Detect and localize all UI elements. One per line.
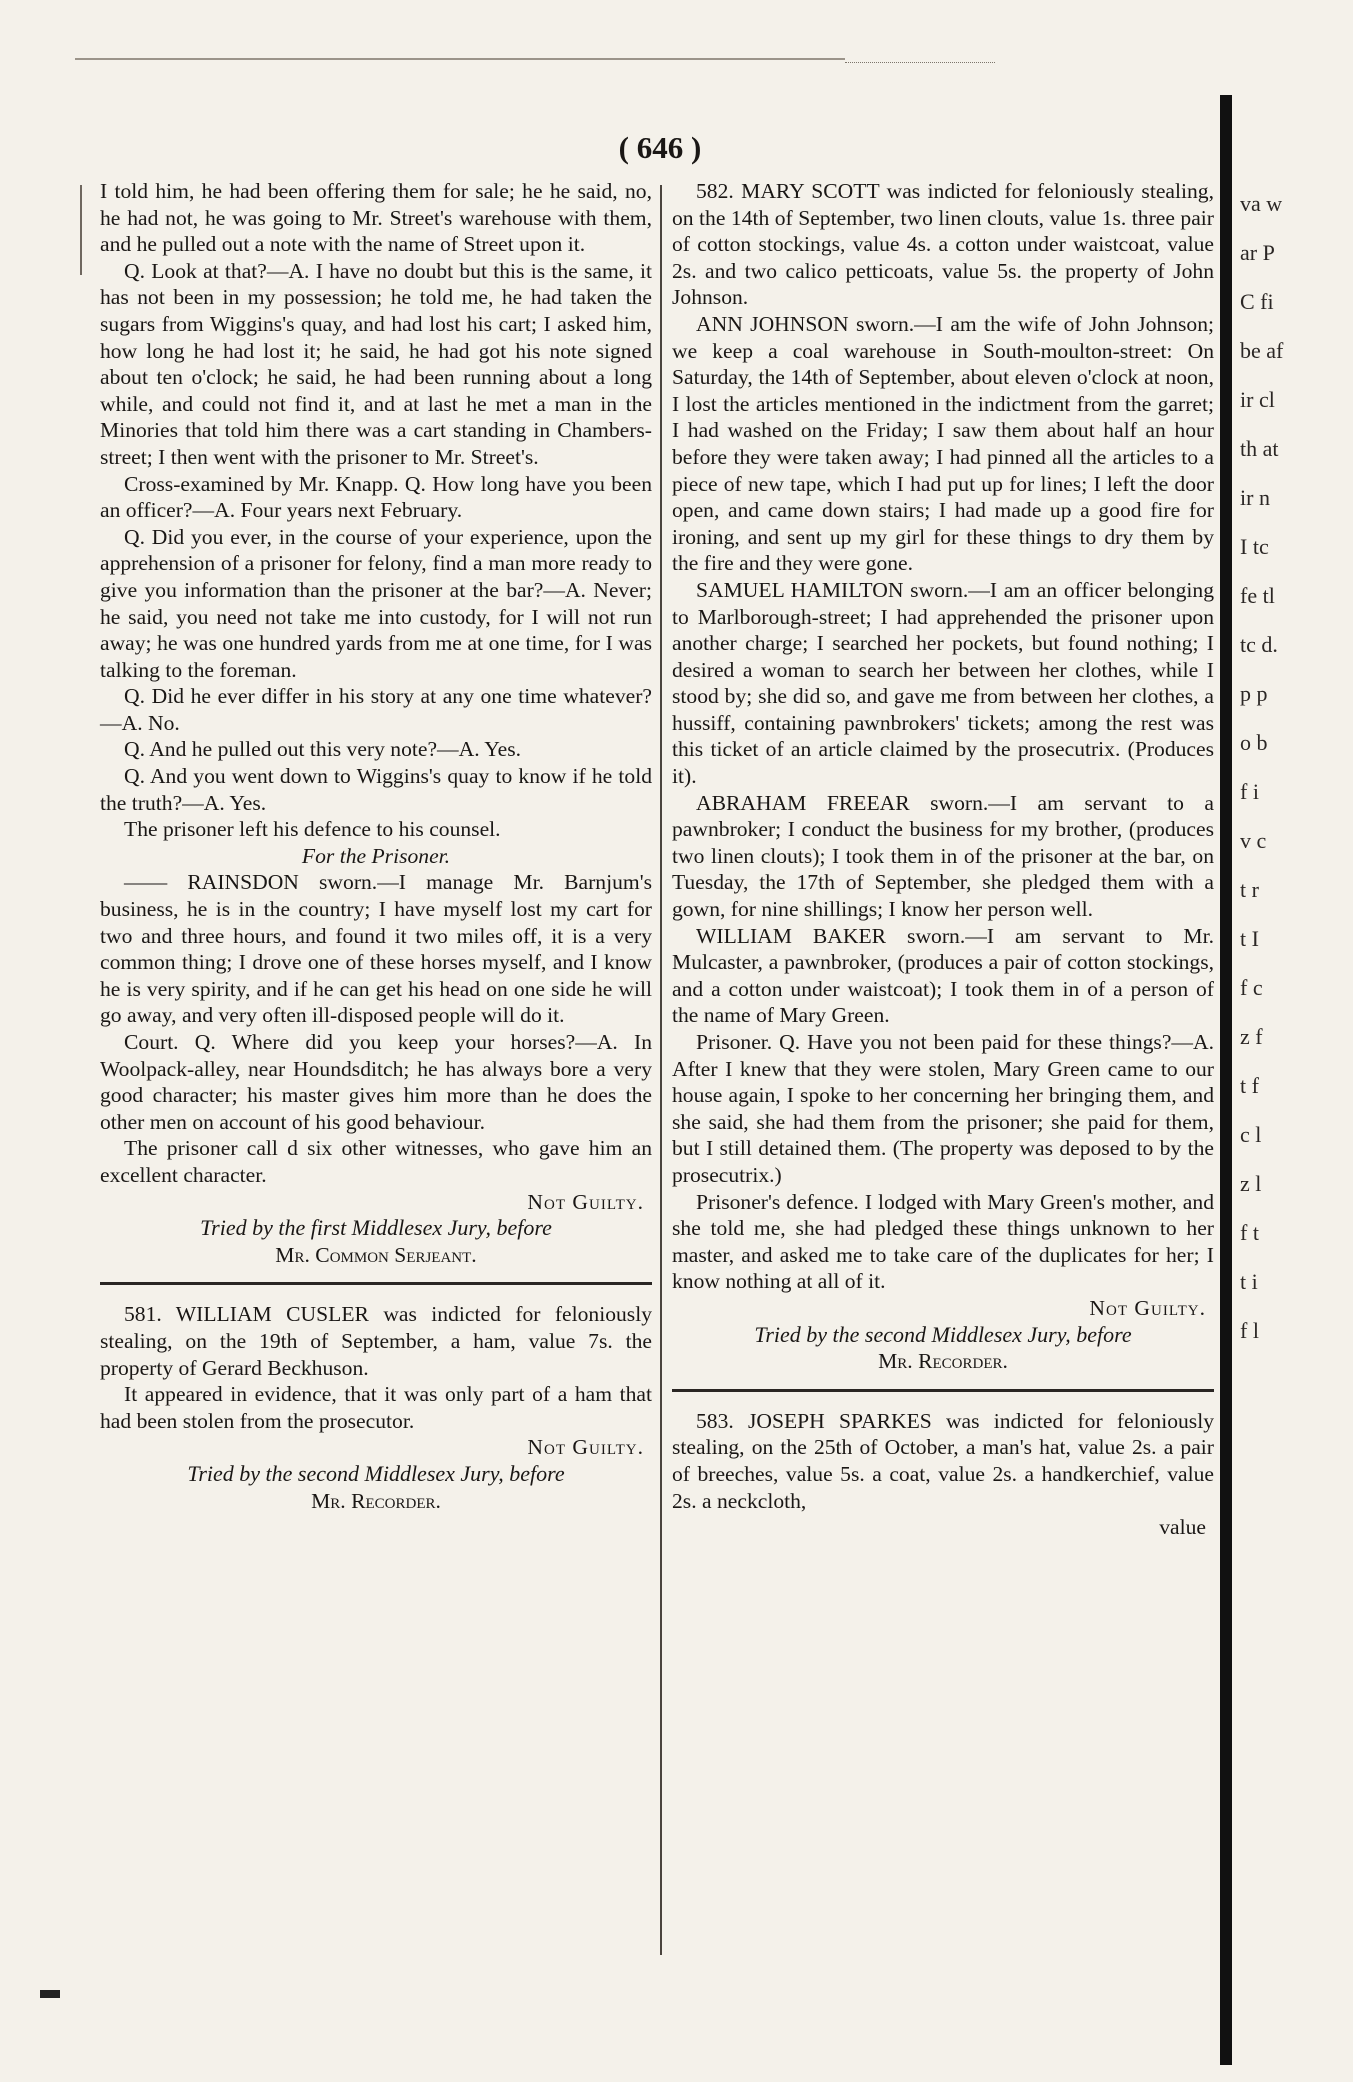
bleed-fragment: t i (1240, 1269, 1258, 1294)
paragraph: WILLIAM BAKER sworn.—I am servant to Mr. Mulcaster, a pawnbroker, (produces a pair of cotton stockings, and a cotton under waistcoat); I took them in of a person of the name of Mary Green. (672, 923, 1214, 1028)
paragraph: Prisoner's defence. I lodged with Mary Green's mother, and she told me, she had pledged these things unknown to her master, and asked me to take care of the duplicates for her; I know nothing at all of it. (672, 1189, 1214, 1294)
case-paragraph: 583. JOSEPH SPARKES was indicted for feloniously stealing, on the 25th of October, a man's hat, value 2s. a pair of breeches, value 5s. a coat, value 2s. a handkerchief, value 2s. a neckcloth, (672, 1408, 1214, 1513)
margin-mark (80, 185, 82, 275)
bleed-fragment: v c (1240, 828, 1267, 853)
left-column (100, 178, 652, 1514)
paragraph: Prisoner. Q. Have you not been paid for these things?—A. After I knew that they were stolen, Mary Green came to our house again, I spoke to her concerning her bringing them, and she said, she had them from the prisoner; she paid for them, but I still detained them. (The property was deposed to by the prosecutrix.) (672, 1030, 1214, 1187)
tried-by: Tried by the first Middlesex Jury, before (200, 1215, 552, 1241)
paragraph: Court. Q. Where did you keep your horses?—A. In Woolpack-alley, near Houndsditch; he has always bore a very good character; his master gives him more than he does the other men on account of his good behaviour. (100, 1030, 652, 1134)
section-heading: For the Prisoner. (301, 843, 451, 868)
paragraph: Q. Did he ever differ in his story at any one time whatever?—A. No. (100, 684, 652, 735)
case-separator (672, 1389, 1214, 1392)
paragraph: The prisoner call d six other witnesses, who gave him an excellent character. (100, 1136, 652, 1187)
bleed-fragment: ar P (1240, 240, 1275, 265)
catchword: value (1159, 1515, 1206, 1540)
facing-page-bleed (1240, 190, 1340, 1366)
bleed-fragment: o b (1240, 730, 1268, 755)
bleed-fragment: f l (1240, 1318, 1259, 1343)
verdict: Not Guilty. (1089, 1295, 1206, 1320)
case-paragraph: 582. MARY SCOTT was indicted for feloniously stealing, on the 14th of September, two linen clouts, value 1s. three pair of cotton stockings, value 4s. a cotton under waistcoat, value 2s. and two calico petticoats, value 5s. the property of John Johnson. (672, 179, 1214, 310)
bleed-fragment: z f (1240, 1024, 1263, 1049)
bleed-fragment: va w (1240, 191, 1283, 216)
case-separator (100, 1282, 652, 1285)
bleed-fragment: th at (1240, 436, 1279, 461)
tried-by-judge: Mr. Recorder. (311, 1488, 441, 1513)
bleed-fragment: fe tl (1240, 583, 1275, 608)
bleed-fragment: ir n (1240, 485, 1270, 510)
tried-by-judge: Mr. Common Serjeant. (275, 1242, 477, 1267)
bleed-fragment: c l (1240, 1122, 1262, 1147)
tried-by: Tried by the second Middlesex Jury, before (754, 1321, 1132, 1347)
paragraph: —— RAINSDON sworn.—I manage Mr. Barnjum's business, he is in the country; I have myself lost my cart for two and three hours, and found it two miles off, it is a very common thing; I drove one of these horses myself, and I know he is very spirity, and if he can get his head on one side he will go away, and very often ill-disposed people will do it. (100, 870, 652, 1028)
bleed-fragment: f t (1240, 1220, 1259, 1245)
right-column (672, 178, 1214, 1541)
paragraph: I told him, he had been offering them for sale; he he said, no, he had not, he was going to Mr. Street's warehouse with them, and he pulled out a note with the name of Street upon it. (100, 179, 652, 257)
page-number: ( 646 ) (618, 130, 702, 165)
corner-mark (40, 1990, 60, 1998)
paragraph: Q. Look at that?—A. I have no doubt but this is the same, it has not been in my possession; he told me, he had taken the sugars from Wiggins's quay, and had lost his cart; I asked him, how long he had lost it; he said, he had got his note signed about ten o'clock; he said, he had been running about a long while, and could not find it, and at last he met a man in the Minories that told him there was a cart standing in Chambers-street; I then went with the prisoner to Mr. Street's. (100, 258, 652, 469)
paragraph: Q. And he pulled out this very note?—A. Yes. (124, 737, 522, 762)
column-divider (660, 185, 662, 1955)
verdict: Not Guilty. (527, 1435, 644, 1460)
verdict: Not Guilty. (527, 1189, 644, 1214)
paragraph: ANN JOHNSON sworn.—I am the wife of John Johnson; we keep a coal warehouse in South-moulton-street: On Saturday, the 14th of September, about eleven o'clock at noon, I lost the articles mentioned in the indictment from the garret; I had washed on the Friday; I saw them about half an hour before they were taken away; I had pinned all the articles to a piece of new tape, which I had put up for lines; I left the door open, and came down stairs; I had made up a good fire for ironing, and sent up my girl for these things to dry them by the fire and they were gone. (672, 311, 1214, 576)
bleed-fragment: I tc (1240, 534, 1269, 559)
bleed-fragment: p p (1240, 681, 1268, 706)
tried-by: Tried by the second Middlesex Jury, before (187, 1460, 565, 1486)
top-rule (75, 58, 845, 60)
paragraph: ABRAHAM FREEAR sworn.—I am servant to a pawnbroker; I conduct the business for my brother, (produces two linen clouts); I took them in of the prisoner at the bar, on Tuesday, the 17th of September, she pledged them with a gown, for nine shillings; I know her person well. (672, 790, 1214, 922)
paragraph: The prisoner left his defence to his counsel. (124, 817, 501, 842)
binding-shadow (1220, 95, 1232, 2065)
bleed-fragment: t r (1240, 877, 1259, 902)
paragraph: Q. Did you ever, in the course of your experience, upon the apprehension of a prisoner for felony, find a man more ready to give you information than the prisoner at the bar?—A. Never; he said, you need not take me into custody, for I will not run away; he was one hundred yards from me at one time, for I was talking to the foreman. (100, 524, 652, 682)
bleed-fragment: be af (1240, 338, 1284, 363)
paragraph: SAMUEL HAMILTON sworn.—I am an officer belonging to Marlborough-street; I had apprehended the prisoner upon another charge; I searched her pockets, but found nothing; I desired a woman to search her between her clothes, while I stood by; she did so, and gave me from between her clothes, a hussiff, containing pawnbrokers' tickets; among the rest was this ticket of an article claimed by the prosecutrix. (Produces it). (672, 577, 1214, 789)
bleed-fragment: f c (1240, 975, 1263, 1000)
top-dotted-rule (845, 62, 995, 64)
bleed-fragment: t f (1240, 1073, 1259, 1098)
bleed-fragment: ir cl (1240, 387, 1275, 412)
case-paragraph: 581. WILLIAM CUSLER was indicted for feloniously stealing, on the 19th of September, a ham, value 7s. the property of Gerard Beckhuson. (100, 1302, 652, 1380)
bleed-fragment: C fi (1240, 289, 1274, 314)
paragraph: It appeared in evidence, that it was only part of a ham that had been stolen from the prosecutor. (100, 1382, 652, 1433)
paragraph: Cross-examined by Mr. Knapp. Q. How long have you been an officer?—A. Four years next February. (100, 471, 652, 523)
paragraph: Q. And you went down to Wiggins's quay to know if he told the truth?—A. Yes. (100, 764, 652, 815)
tried-by-judge: Mr. Recorder. (878, 1349, 1008, 1374)
bleed-fragment: f i (1240, 779, 1259, 804)
bleed-fragment: t I (1240, 926, 1259, 951)
bleed-fragment: z l (1240, 1171, 1262, 1196)
bleed-fragment: tc d. (1240, 632, 1278, 657)
